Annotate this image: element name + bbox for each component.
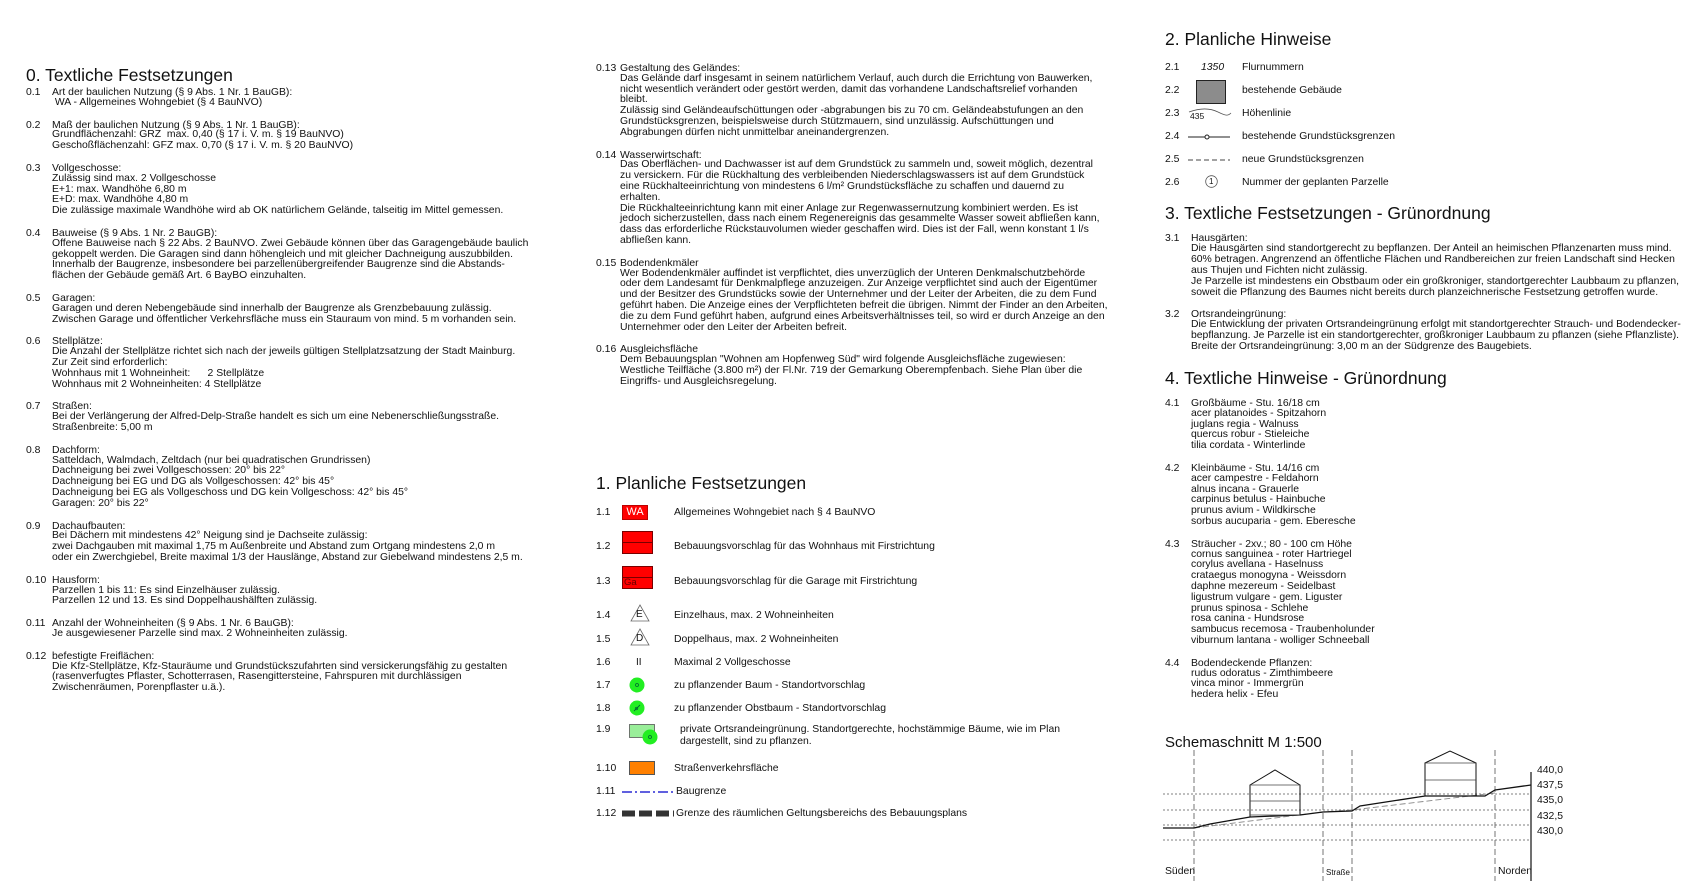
hint-num: 2.2 [1165, 85, 1180, 96]
item-number: 0.12 [26, 650, 47, 662]
item-line: rudus odoratus - Zimthimbeere [1191, 667, 1334, 679]
item-title: Kleinbäume - Stu. 14/16 cm [1191, 463, 1320, 474]
item-line: Garagen: 20° bis 22° [52, 497, 149, 509]
hint-num: 2.1 [1165, 62, 1180, 73]
item-body [1191, 474, 1356, 528]
legend-label: Allgemeines Wohngebiet nach § 4 BauNVO [674, 507, 876, 518]
legend-row-1-3 [596, 572, 996, 592]
item-title: Anzahl der Wohneinheiten (§ 9 Abs. 1 Nr. 6 BauGB): [52, 618, 294, 630]
item-title: Dachaufbauten: [52, 520, 126, 532]
level-label: 440,0 [1537, 765, 1564, 776]
hint-label: Nummer der geplanten Parzelle [1242, 177, 1389, 188]
item-body [1191, 669, 1333, 701]
legend-label: Bebauungsvorschlag für das Wohnhaus mit Firstrichtung [674, 541, 935, 552]
item-line: Das Oberflächen- und Dachwasser ist auf dem Grundstück zu sammeln und, soweit möglich, dezentral [620, 159, 1093, 171]
item-line: acer platanoides - Spitzahorn [1191, 407, 1327, 419]
legend-label: Maximal 2 Vollgeschosse [674, 657, 791, 668]
item-number: 3.2 [1165, 309, 1180, 321]
level-label: 437,5 [1537, 780, 1564, 792]
item-title: Sträucher - 2xv.; 80 - 100 cm Höhe [1191, 538, 1352, 550]
item-number: 0.15 [596, 257, 617, 269]
item-line: vinca minor - Immergrün [1191, 678, 1304, 690]
legend-num: 1.12 [596, 808, 617, 819]
heading-textliche-festsetzungen-gruenordnung: 3. Textliche Festsetzungen - Grünordnung [1165, 203, 1491, 223]
hint-num: 2.6 [1165, 177, 1180, 188]
item-title: Hausgärten: [1191, 233, 1248, 244]
legend-num: 1.8 [596, 703, 611, 714]
legend-row-1-1 [596, 503, 996, 523]
item-title: Gestaltung des Geländes: [620, 63, 741, 74]
legend-row-1-12 [596, 804, 996, 824]
item-body [1191, 320, 1681, 353]
tree-icon [629, 677, 645, 693]
legend-num: 1.4 [596, 610, 611, 621]
item-line: Dem Bebauungsplan "Wohnen am Hopfenweg Süd" wird folgende Ausgleichsfläche zugewiesen: [620, 354, 1066, 366]
item-number: 0.3 [26, 163, 41, 174]
item-line: bepflanzung. Je Parzelle ist ein standortgerechter, großkroniger Laubbaum zu pflanzen (siehe Pflanzliste). [1191, 330, 1680, 342]
item-line: Garagen und deren Nebengebäude sind innerhalb der Baugrenze als Grenzbebauung zulässig. [52, 302, 492, 314]
hint-label: neue Grundstücksgrenzen [1242, 154, 1364, 165]
item-line: zu versickern. Für die Rückhaltung des verbleibenden Niederschlagswassers ist auf dem Grundstück [620, 170, 1085, 182]
item-line: prunus spinosa - Schlehe [1191, 602, 1309, 614]
item-body [620, 269, 1108, 334]
item-title: Dachform: [52, 444, 100, 456]
item-line: Wohnhaus mit 2 Wohneinheiten: 4 Stellplätze [52, 378, 262, 390]
item-line: Wohnhaus mit 1 Wohneinheit: 2 Stellplätze [52, 367, 265, 379]
schemaschnitt-diagram [1160, 750, 1700, 881]
item-body [52, 239, 528, 282]
item-body [52, 174, 503, 217]
legend-row-1-9 [596, 722, 1096, 752]
item-line: abfließen kann. [620, 234, 692, 246]
item-line: Abgrabungen dürfen nicht unmittelbar aneinandergrenzen. [620, 126, 890, 138]
legend-num: 1.11 [596, 786, 616, 797]
legend-num: 1.10 [596, 763, 617, 774]
item-number: 4.4 [1165, 657, 1180, 669]
hint-row-2-6 [1165, 173, 1565, 193]
hint-label: Flurnummern [1242, 62, 1304, 73]
item-line: Breite der Ortsrandeingrünung: 3,00 m an der Südgrenze des Baugebiets. [1191, 341, 1532, 353]
label-street: Straße [1326, 868, 1351, 877]
item-line: erhalten. [620, 191, 661, 203]
section-title: Schemaschnitt M 1:500 [1165, 734, 1322, 751]
item-line: tilia cordata - Winterlinde [1191, 440, 1306, 452]
label-north: Norden [1498, 866, 1533, 877]
heading-textliche-festsetzungen: 0. Textliche Festsetzungen [26, 65, 233, 85]
legend-label-cont: dargestellt, sind zu pflanzen. [680, 736, 812, 747]
level-labels [1537, 763, 1563, 839]
legend-row-1-10 [596, 759, 996, 779]
item-line: Dachneigung bei zwei Vollgeschossen: 20° bis 22° [52, 465, 286, 477]
item-line: Parzellen 1 bis 11: Es sind Einzelhäuser zulässig. [52, 584, 280, 596]
hint-label: Höhenlinie [1242, 108, 1292, 119]
legend-num: 1.1 [596, 507, 611, 518]
legend-row-1-6 [596, 653, 996, 673]
hint-row-2-4 [1165, 127, 1565, 147]
item-title: Straßen: [52, 401, 92, 413]
baugrenze-line-icon [622, 790, 674, 794]
item-body [52, 347, 515, 390]
garage-proposal-icon [622, 566, 653, 589]
item-line: Zwischenräumen, Porenpflaster u.ä.). [52, 682, 226, 694]
item-title: Stellplätze: [52, 336, 103, 348]
item-line: (rasenverfugtes Pflaster, Schotterrasen, Rasengittersteine, Fahrspuren mit durchlässigen [52, 671, 462, 683]
item-body [52, 586, 317, 608]
legend-row-1-4 [596, 606, 996, 626]
item-body [1191, 244, 1679, 299]
legend-label: Einzelhaus, max. 2 Wohneinheiten [674, 610, 834, 621]
item-line: viburnum lantana - wolliger Schneeball [1191, 634, 1370, 646]
hint-row-2-1 [1165, 58, 1565, 78]
item-line: Eingriffs- und Ausgleichsregelung. [620, 375, 777, 387]
level-label: 432,5 [1537, 810, 1564, 822]
item-number: 0.1 [26, 87, 41, 98]
item-number: 4.2 [1165, 463, 1180, 474]
item-line: Grundflächenzahl: GRZ max. 0,40 (§ 17 i. V. m. § 19 BauNVO) [52, 129, 344, 141]
item-title: Großbäume - Stu. 16/18 cm [1191, 398, 1320, 409]
item-line: rosa canina - Hundsrose [1191, 613, 1305, 625]
legend-num: 1.5 [596, 634, 611, 645]
item-body [52, 130, 353, 152]
item-title: Garagen: [52, 293, 96, 304]
level-label: 435,0 [1537, 795, 1564, 807]
item-line: prunus avium - Wildkirsche [1191, 505, 1316, 517]
item-body [52, 304, 516, 326]
item-line: Wer Bodendenkmäler auffindet ist verpflichtet, dies unverzüglich der Unteren Denkmalschutzbehörde [620, 267, 1086, 279]
item-line: Geschoßflächenzahl: GFZ max. 0,70 (§ 17 i. V. m. § 20 BauNVO) [52, 140, 354, 152]
item-number: 0.16 [596, 344, 617, 356]
item-body [620, 74, 1092, 139]
item-line: E+D: max. Wandhöhe 4,80 m [52, 194, 189, 206]
item-line: Die Rückhalteeinrichtung kann mit einer Anlage zur Regenwassernutzung kombiniert werden. Es ist [620, 202, 1079, 214]
hint-num: 2.5 [1165, 154, 1180, 165]
hint-label: bestehende Grundstücksgrenzen [1242, 131, 1396, 142]
house-proposal-icon [622, 531, 654, 555]
item-line: Unternehmer oder den Leiter der Arbeiten befreit. [620, 321, 847, 333]
item-title: befestigte Freiflächen: [52, 650, 155, 662]
item-number: 0.6 [26, 336, 41, 348]
item-line: bleibt. [620, 94, 648, 106]
item-line: Das Gelände darf insgesamt in seinem natürlichem Verlauf, auch durch die Errichtung von Bauwerken, [620, 72, 1093, 84]
item-title: Bauweise (§ 9 Abs. 1 Nr. 2 BauGB): [52, 228, 218, 239]
item-line: zwei Dachgauben mit maximal 1,75 m Außenbreite und Abstand zum Ortgang mindestens 2,0 m [52, 541, 495, 553]
hint-row-2-3 [1165, 104, 1565, 124]
existing-building-icon [1196, 80, 1226, 104]
heading-planliche-festsetzungen: 1. Planliche Festsetzungen [596, 473, 807, 493]
hint-num: 2.3 [1165, 108, 1180, 119]
item-title: Ortsrandeingrünung: [1191, 309, 1287, 321]
item-line: Innerhalb der Baugrenze, insbesondere bei parzellenübergreifender Baugrenze sind die Abstands- [52, 259, 505, 271]
legend-label: Doppelhaus, max. 2 Wohneinheiten [674, 634, 839, 645]
item-line: sambucus recemosa - Traubenholunder [1191, 624, 1375, 636]
item-title: Art der baulichen Nutzung (§ 9 Abs. 1 Nr. 1 BauGB): [52, 87, 293, 98]
item-line: Bei Dächern mit mindestens 42° Neigung sind je Dachseite zulässig: [52, 530, 368, 542]
item-body [52, 412, 499, 434]
ortsrand-green-icon [629, 724, 661, 750]
item-line: Satteldach, Walmdach, Zeltdach (nur bei quadratischen Grundrissen) [52, 454, 371, 466]
item-line: Zulässig sind Geländeaufschüttungen oder -abgrabungen bis zu 70 cm. Geländeabstufungen an den [620, 105, 1084, 117]
item-number: 0.7 [26, 401, 41, 413]
existing-boundary-icon [1188, 134, 1230, 140]
item-body [52, 629, 348, 640]
item-line: crataegus monogyna - Weissdorn [1191, 570, 1347, 582]
item-line: sorbus aucuparia - gem. Eberesche [1191, 515, 1356, 527]
flurnummer-icon: 1350 [1201, 62, 1225, 73]
vollgeschosse-icon: II [636, 657, 642, 668]
legend-label: private Ortsrandeingrünung. Standortgerechte, hochstämmige Bäume, wie im Plan [680, 724, 1061, 735]
item-body [620, 160, 1100, 246]
item-line: dass das erforderliche Rückstauvolumen wieder geschaffen wird. Dies ist der Fall, wenn konstant 1 l/s [620, 224, 1089, 236]
item-line: Die Hausgärten sind standortgerecht zu bepflanzen. Der Anteil an heimischen Pflanzenarten muss mind. [1191, 242, 1672, 254]
legend-row-1-2 [596, 537, 996, 557]
geltungsbereich-line-icon [622, 810, 674, 817]
item-number: 4.3 [1165, 538, 1180, 550]
label-south: Süden [1165, 866, 1196, 877]
item-number: 0.4 [26, 228, 41, 239]
hint-row-2-2 [1165, 81, 1565, 101]
item-body [1191, 409, 1326, 452]
legend-label: zu pflanzender Obstbaum - Standortvorschlag [674, 703, 886, 714]
parcel-number-icon [1205, 175, 1218, 188]
item-number: 0.11 [26, 618, 46, 630]
item-number: 4.1 [1165, 398, 1180, 409]
item-line: quercus robur - Stieleiche [1191, 429, 1310, 441]
item-line: oder dem Landesamt für Denkmalpflege anzuzeigen. Zur Anzeige verpflichtet sind auch der Eigentümer [620, 278, 1098, 290]
item-line: carpinus betulus - Hainbuche [1191, 494, 1326, 506]
item-line: aus Thujen und Fichten nicht zulässig. [1191, 264, 1368, 276]
item-line: flächen der Gebäude gemäß Art. 6 BayBO einzuhalten. [52, 270, 307, 282]
item-number: 0.9 [26, 520, 41, 532]
heading-planliche-hinweise: 2. Planliche Hinweise [1165, 29, 1332, 49]
item-number: 0.8 [26, 444, 41, 456]
item-body [52, 98, 262, 109]
legend-row-1-8 [596, 699, 996, 719]
legend-num: 1.3 [596, 576, 611, 587]
item-line: Die zulässige maximale Wandhöhe wird ab OK natürlichem Gelände, talseitig im Mittel gemessen. [52, 205, 504, 217]
heading-textliche-hinweise-gruenordnung: 4. Textliche Hinweise - Grünordnung [1165, 368, 1447, 388]
item-line: die zu dem Fund geführt haben, aufgrund eines Arbeitsverhältnisses teil, so wird er durch Anzeige an den [620, 310, 1105, 322]
item-title: Maß der baulichen Nutzung (§ 9 Abs. 1 Nr. 1 BauGB): [52, 119, 300, 131]
item-body [52, 531, 523, 563]
legend-label: Grenze des räumlichen Geltungsbereichs des Bebauungsplans [676, 808, 968, 819]
item-line: cornus sanguinea - roter Hartriegel [1191, 548, 1352, 560]
item-line: oder ein Zwerchgiebel, Breite maximal 1/3 der Hauslänge, Abstand zur Giebelwand mindestens 2,5 m. [52, 551, 523, 563]
parcel-number: 1 [1209, 176, 1214, 186]
item-line: Straßenbreite: 5,00 m [52, 421, 153, 433]
legend-row-1-11 [596, 782, 996, 802]
item-line: alnus incana - Grauerle [1191, 483, 1300, 495]
level-label: 430,0 [1537, 825, 1564, 837]
legend-row-1-7 [596, 676, 996, 696]
item-line: Bei der Verlängerung der Alfred-Delp-Straße handelt es sich um eine Nebenerschließungsstraße. [52, 411, 500, 423]
section-drawing [1160, 750, 1700, 881]
item-title: Bodendeckende Pflanzen: [1191, 657, 1313, 669]
item-line: jedoch sicherzustellen, dass nach einem Regenereignis das gesammelte Wasser soweit abfließen kann, [620, 213, 1100, 225]
item-number: 0.10 [26, 574, 47, 586]
item-body [1191, 550, 1375, 647]
item-line: Zur Zeit sind erforderlich: [52, 356, 168, 368]
item-body [620, 355, 1082, 387]
item-number: 0.2 [26, 119, 41, 131]
item-line: acer campestre - Feldahorn [1191, 472, 1319, 484]
item-line: 60% betragen. Angrenzend an öffentliche Flächen und Randbereichen zur freien Landschaft sind Hecken [1191, 253, 1675, 265]
legend-label: Bebauungsvorschlag für die Garage mit Firstrichtung [674, 576, 918, 587]
item-number: 3.1 [1165, 233, 1180, 244]
item-title: Hausform: [52, 574, 100, 586]
item-line: Grundstücksgrenzen, beispielsweise durch Stützmauern, sind unzulässig. Aufschüttungen und [620, 115, 1054, 127]
legend-label: Baugrenze [676, 786, 727, 797]
street-area-icon [629, 761, 655, 775]
item-title: Ausgleichsfläche [620, 344, 698, 356]
item-line: Westliche Teilfläche (3.800 m²) der Fl.Nr. 719 der Gemarkung Oberempfenbach. Siehe Plan über die [620, 364, 1083, 376]
item-line: Offene Bauweise nach § 22 Abs. 2 BauNVO. Zwei Gebäude können über das Garagengebäude baulich [52, 237, 529, 249]
item-line: Je Parzelle ist mindestens ein Obstbaum oder ein großkroniger, standortgerechter Laubbaum zu pflanzen, [1191, 275, 1680, 287]
item-line: Zwischen Garage und öffentlicher Verkehrsfläche muss ein Stauraum von mind. 5 m vorhanden sein. [52, 313, 517, 325]
item-line: soweit die Pflanzung des Baumes nicht bereits durch planzeichnerische Festsetzung getroffen wurde. [1191, 286, 1659, 298]
new-boundary-icon [1188, 158, 1230, 162]
item-line: Die Kfz-Stellplätze, Kfz-Stauräume und Grundstückszufahrten sind versickerungsfähig zu gestalten [52, 660, 508, 672]
legend-num: 1.7 [596, 680, 611, 691]
item-line: Je ausgewiesener Parzelle sind max. 2 Wohneinheiten zulässig. [52, 627, 348, 639]
hint-label: bestehende Gebäude [1242, 85, 1342, 96]
item-line: hedera helix - Efeu [1191, 689, 1279, 701]
item-line: nicht wesentlich verändert oder gestört werden, damit das vorhandene Landschaftsrelief vorhanden [620, 83, 1078, 95]
legend-num: 1.6 [596, 657, 611, 668]
item-line: corylus avellana - Haselnuss [1191, 559, 1324, 571]
hint-row-2-5 [1165, 150, 1565, 170]
legend-label: zu pflanzender Baum - Standortvorschlag [674, 680, 866, 691]
item-title: Vollgeschosse: [52, 163, 122, 174]
item-number: 0.5 [26, 293, 41, 304]
item-line: WA - Allgemeines Wohngebiet (§ 4 BauNVO) [52, 96, 263, 108]
item-line: Die Anzahl der Stellplätze richtet sich nach der jeweils gültigen Stellplatzsatzung der Stadt Mainburg. [52, 346, 516, 358]
item-line: und der Besitzer des Grundstücks sowie der Unternehmer und der Leiter der Arbeiten, die zu dem Fund [620, 289, 1097, 301]
item-number: 0.13 [596, 63, 617, 74]
item-line: gekoppelt werden. Die Garagen sind dann höhengleich und mit gleicher Dachneigung auszubbilden. [52, 248, 513, 260]
legend-num: 1.9 [596, 724, 611, 735]
item-line: daphne mezereum - Seidelbast [1191, 580, 1336, 592]
item-line: Parzellen 12 und 13. Es sind Doppelhaushälften zulässig. [52, 595, 318, 607]
item-body [52, 456, 408, 510]
item-line: juglans regia - Walnuss [1191, 418, 1299, 430]
legend-label: Straßenverkehrsfläche [674, 763, 779, 774]
item-line: eine Rückhalteeinrichtung von mindestens 6 l/m² Grundstücksfläche zu schaffen und dauernd zu [620, 180, 1064, 192]
legend-row-1-5 [596, 630, 996, 650]
item-line: Dachneigung bei EG und DG als Vollgeschossen: 42° bis 45° [52, 476, 335, 488]
item-line: Die Entwicklung der privaten Ortsrandeingrünung erfolgt mit standortgerechter Strauch- und Bodendecker- [1191, 319, 1681, 331]
triangle-letter: D [636, 633, 644, 644]
einzelhaus-triangle-icon [630, 604, 650, 622]
item-line: ligustrum vulgare - gem. Liguster [1191, 591, 1343, 603]
garage-label: Ga [624, 577, 637, 588]
fruit-tree-icon [629, 700, 645, 716]
wa-zone-icon: WA [622, 505, 648, 520]
contour-line-icon [1188, 106, 1232, 124]
item-line: Dachneigung bei EG als Vollgeschoss und DG kein Vollgeschoss: 42° bis 45° [52, 486, 409, 498]
legend-num: 1.2 [596, 541, 611, 552]
triangle-letter: E [636, 609, 643, 620]
item-line: E+1: max. Wandhöhe 6,80 m [52, 183, 187, 195]
item-number: 0.14 [596, 149, 617, 161]
doppelhaus-triangle-icon [630, 628, 650, 646]
item-line: geführt haben. Die Anzeige eines der Verpflichteten befreit die übrigen. Nimmt der Finder an den Arbeiten, [620, 299, 1108, 311]
item-title: Wasserwirtschaft: [620, 149, 702, 161]
item-line: Zulässig sind max. 2 Vollgeschosse [52, 172, 217, 184]
contour-value: 435 [1190, 111, 1205, 121]
item-title: Bodendenkmäler [620, 257, 699, 269]
hint-num: 2.4 [1165, 131, 1180, 142]
item-body [52, 662, 507, 694]
